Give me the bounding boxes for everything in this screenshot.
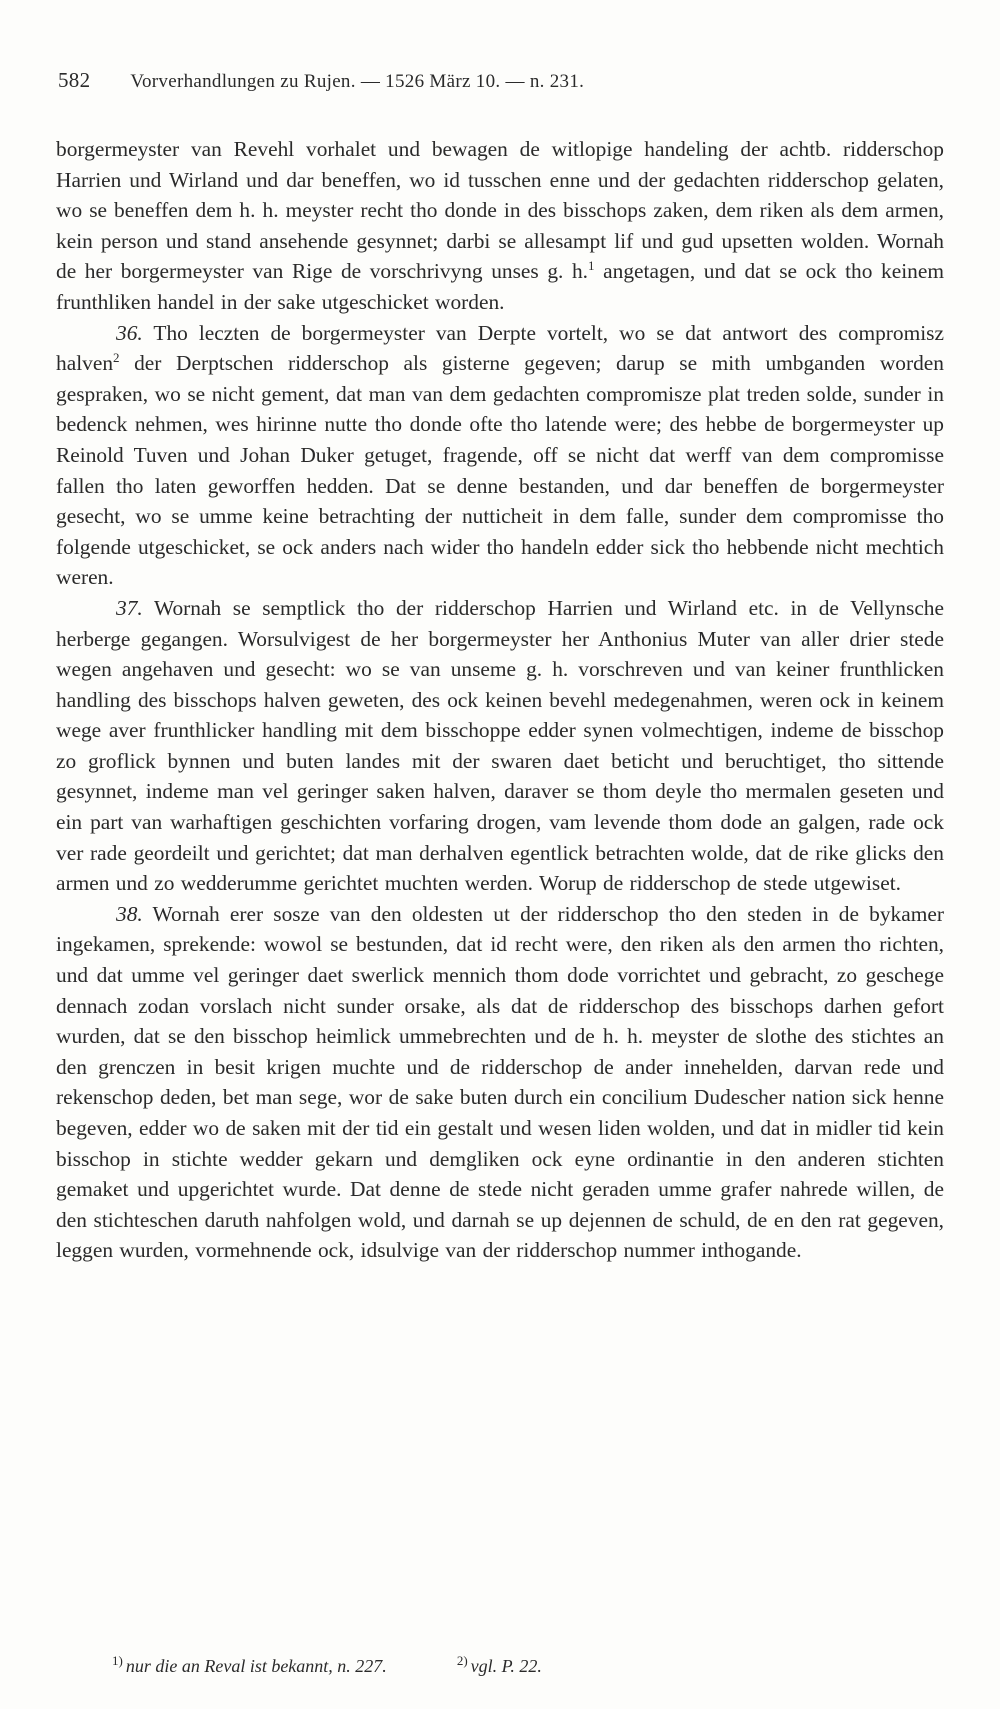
section-number: 38. <box>116 901 143 926</box>
paragraph-text: Wornah erer sosze van den oldesten ut der ridderschop tho den steden in de bykamer ingekamen, sprekende: wowol se bestunden, dat id recht were, den riken als den armen tho richten, und dat umme vel geringer daet swerlick mennich thom dode vorrichtet und gebracht, zo geschege dennach zodan vorslach nicht sunder orsake, als dat de ridderschop des bisschops darhen gefort wurden, dat se den bisschop heimlick ummebrechten und de h. h. meyster de slothe des stichtes an den grenczen in besit krigen muchte und de ridderschop de ander innehelden, darvan rede und rekenschop deden, bet man sege, wor de sake buten durch ein concilium Dudescher nation sick henne begeven, edder wo de saken mit der tid ein gestalt und wesen liden wolden, und dat in midler tid kein bisschop in stichte wedder gekarn und demgliken ock eyne ordinantie in den anderen stichten gemaket und upgerichtet wurde. Dat denne de stede nicht geraden umme grafer nahrede willen, de den stichteschen daruth nahfolgen wold, und darnah se up dejennen de schuld, de en den rat gegeven, leggen wurden, vormehnende ock, idsulvige van der ridderschop nummer inthogande. <box>56 901 944 1263</box>
section-number: 37. <box>116 595 143 620</box>
paragraph <box>56 593 944 899</box>
footnote-mark: 2) <box>456 1653 468 1668</box>
footnote-mark: 1) <box>112 1653 123 1668</box>
footnote-text: vgl. P. 22. <box>470 1656 542 1676</box>
paragraph-text: borgermeyster van Revehl vorhalet und bewagen de witlopige handeling der achtb. ridderschop Harrien und Wirland und dar beneffen, wo id tusschen enne und der gedachten ridderschop gelaten, wo se beneffen dem h. h. meyster recht tho donde in des bisschops zaken, dem riken als dem armen, kein person und stand ansehende gesynnet; darbi se allesampt lif und gud upsetten wolden. Wornah de her borgermeyster van Rige de vorschrivyng unses g. h. <box>56 137 944 284</box>
footnote <box>456 1653 542 1677</box>
paragraph-text: Wornah se semptlick tho der ridderschop Harrien und Wirland etc. in de Vellynsche herberge gegangen. Worsulvigest de her borgermeyster her Anthonius Muter van aller drier stede wegen angehaven und gesecht: wo se van unseme g. h. vorschreven und van keiner frunthlicken handling des bisschops halven geweten, des ock keinen bevehl medegenahmen, weren ock in keinem wege aver frunthlicker handling mit dem bisschoppe edder synen volmechtigen, indeme de bisschop zo groflick bynnen und buten landes mit der swaren daet beticht und beruchtiget, tho sittende gesynnet, indeme man vel geringer saken halven, daraver se thom deyle tho mermalen geseten und ein part van warhaftigen geschichten vorfaring drogen, vam levende thom dode an galgen, rade ock ver rade geordeilt und gerichtet; dat man derhalven egentlick betrachten wolde, dat de rike glicks den armen und zo wedderumme gerichtet muchten werden. Worup de ridderschop de stede utgewiset. <box>56 595 944 896</box>
footnote-ref: 1 <box>588 258 595 274</box>
footnote-ref: 2 <box>113 350 120 366</box>
footnote <box>112 1653 387 1677</box>
footnote-text: nur die an Reval ist bekannt, n. 227. <box>125 1656 387 1676</box>
footnotes <box>112 1653 940 1677</box>
paragraph-text: Tho leczten de borgermeyster van Derpte vortelt, wo se dat antwort des compromisz halven <box>56 320 944 376</box>
section-number: 36. <box>116 320 143 345</box>
page-header <box>58 68 942 93</box>
paragraph-text: der Derptschen ridderschop als gisterne gegeven; darup se mith umbganden worden gespraken, wo se nicht gement, dat man van dem gedachten compromisze plat treden solde, sunder in bedenck nehmen, wes hirinne nutte tho donde ofte tho latende were; des hebbe de borgermeyster up Reinold Tuven und Johan Duker getuget, fragende, off se nicht dat werff van dem compromisse fallen tho laten geworffen hedden. Dat se denne bestanden, und dar beneffen de borgermeyster gesecht, wo se umme keine betrachting der nutticheit in dem falle, sunder dem compromisse tho folgende utgeschicket, se ock anders nach wider tho handeln edder sick tho hebbende nicht mechtich weren. <box>56 351 944 590</box>
paragraph <box>56 899 944 1266</box>
page-number: 582 <box>58 68 91 92</box>
paragraph <box>56 318 944 593</box>
paragraph <box>56 134 944 318</box>
running-title: Vorverhandlungen zu Rujen. — 1526 März 10. — n. 231. <box>130 71 585 92</box>
paragraph-text: angetagen, und dat se ock tho keinem frunthliken handel in der sake utgeschicket worden. <box>56 259 944 314</box>
body-text <box>56 134 944 1266</box>
